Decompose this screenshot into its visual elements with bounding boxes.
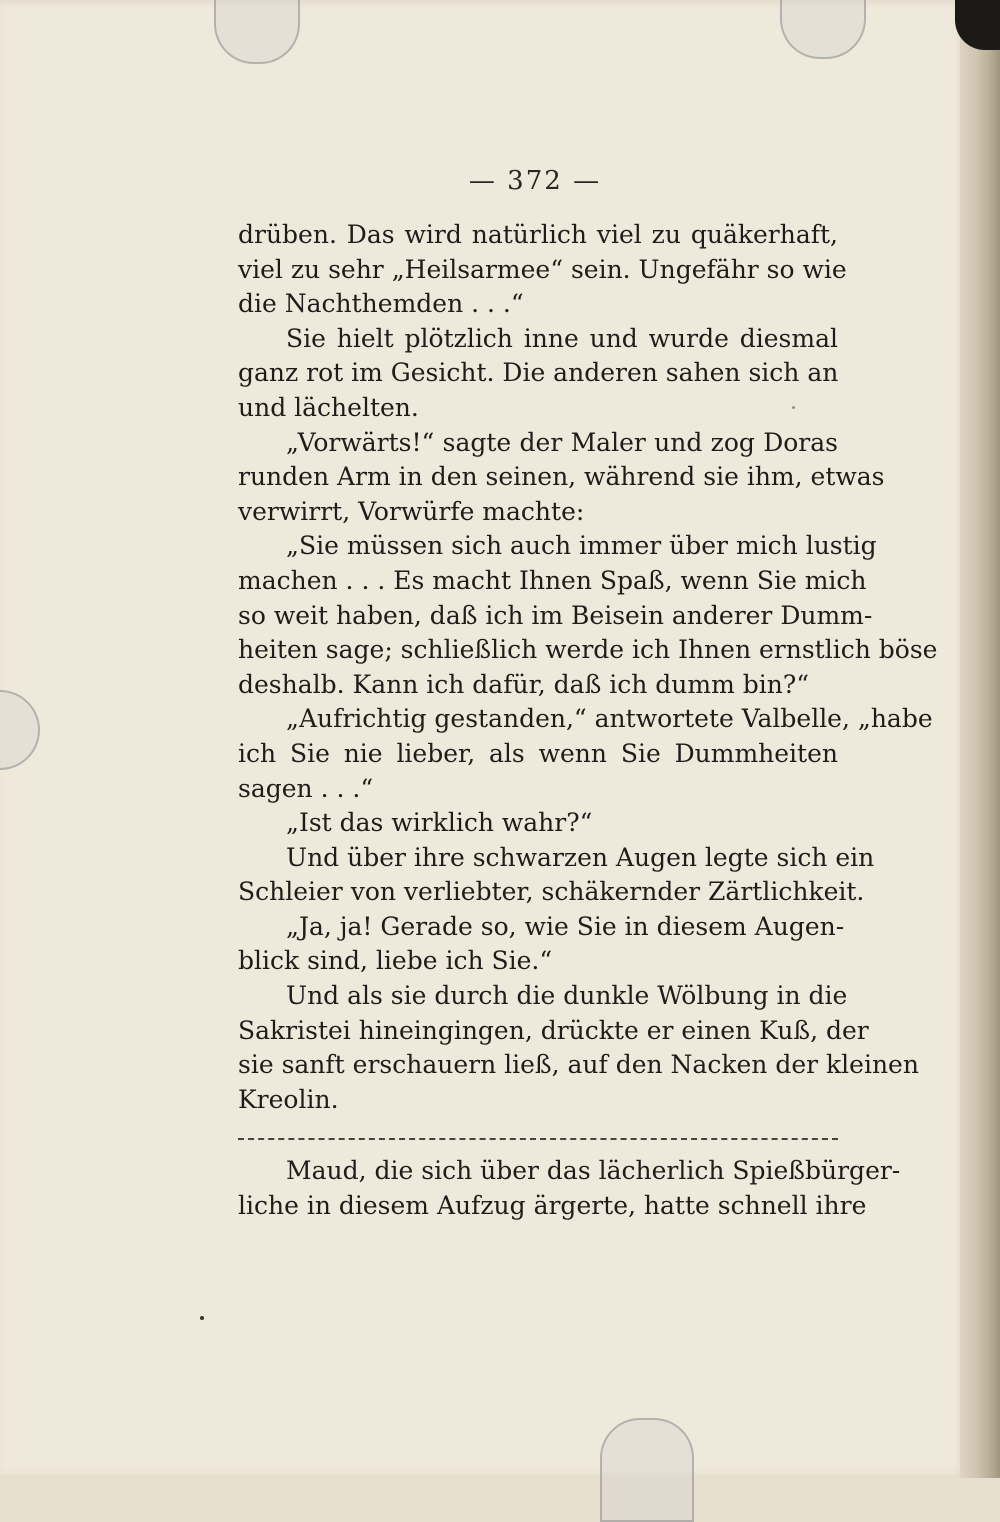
text-line: Maud, die sich über das lächerlich Spießbürger- [286,1156,901,1185]
text-line: ich Sie nie lieber, als wenn Sie Dummheiten [238,738,838,768]
text-line: Sakristei hineingingen, drückte er einen Kuß, der [238,1015,869,1045]
section-divider [238,1138,838,1142]
text-line: viel zu sehr „Heilsarmee“ sein. Ungefähr so wie [238,254,847,284]
text-line: heiten sage; schließlich werde ich Ihnen ernstlich böse [238,635,938,665]
page-edge [960,0,1000,1478]
text-line: sagen . . .“ [238,773,374,803]
text-line: Sie hielt plötzlich inne und wurde diesmal [286,323,838,353]
text-line: „Sie müssen sich auch immer über mich lustig [286,531,877,561]
continued-text-block [238,1154,901,1223]
paper-speck [200,1316,204,1320]
text-line: „Ja, ja! Gerade so, wie Sie in diesem Augen- [286,911,845,941]
page-number: — 372 — [468,166,602,196]
text-line: verwirrt, Vorwürfe machte: [238,496,585,526]
text-line: die Nachthemden . . .“ [238,289,524,319]
text-line: Kreolin. [238,1084,339,1114]
text-line: drüben. Das wird natürlich viel zu quäkerhaft, [238,220,838,249]
scanner-clip-bottom [600,1418,694,1522]
text-line: Und als sie durch die dunkle Wölbung in die [286,981,848,1011]
text-line: Und über ihre schwarzen Augen legte sich ein [286,842,875,872]
main-text-block [238,218,938,1117]
text-line: machen . . . Es macht Ihnen Spaß, wenn Sie mich [238,565,867,595]
text-line: und lächelten. [238,392,419,422]
paper-speck [792,406,795,409]
text-line: „Vorwärts!“ sagte der Maler und zog Doras [286,427,838,457]
text-line: ganz rot im Gesicht. Die anderen sahen sich an [238,358,839,388]
text-line: liche in diesem Aufzug ärgerte, hatte schnell ihre [238,1190,867,1220]
text-line: so weit haben, daß ich im Beisein anderer Dumm- [238,600,873,630]
text-line: blick sind, liebe ich Sie.“ [238,946,553,976]
text-line: „Aufrichtig gestanden,“ antwortete Valbelle, „habe [286,704,933,734]
text-line: „Ist das wirklich wahr?“ [286,808,593,838]
text-line: sie sanft erschauern ließ, auf den Nacken der kleinen [238,1050,919,1080]
text-line: deshalb. Kann ich dafür, daß ich dumm bin?“ [238,669,810,699]
text-line: Schleier von verliebter, schäkernder Zärtlichkeit. [238,877,865,907]
text-line: runden Arm in den seinen, während sie ihm, etwas [238,462,885,492]
